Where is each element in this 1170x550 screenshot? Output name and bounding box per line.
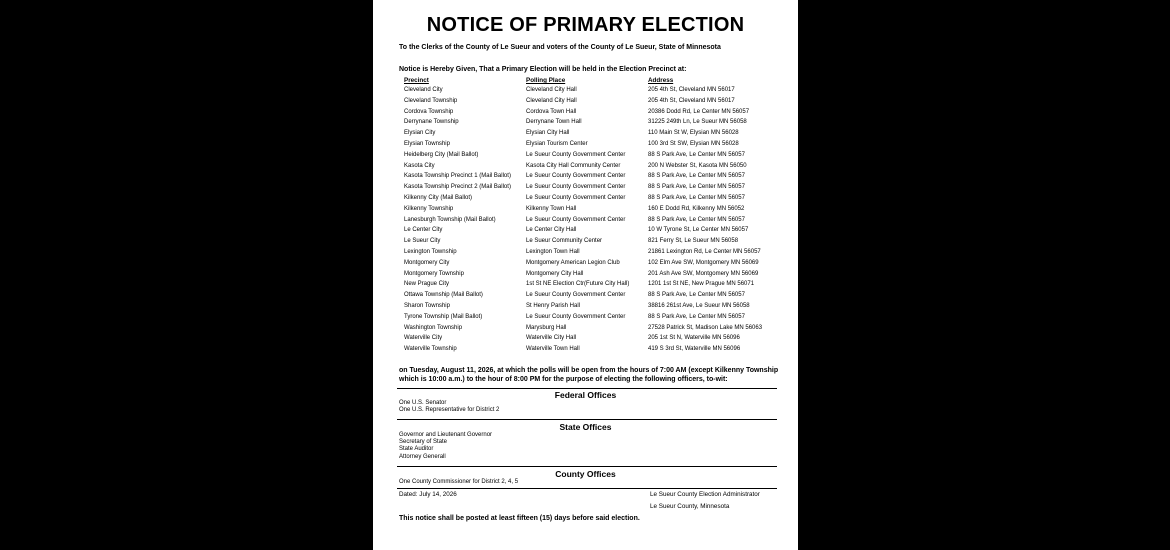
polling-place-cell: Marysburg Hall: [526, 324, 567, 331]
polling-place-cell: Waterville City Hall: [526, 335, 577, 342]
address-cell: 10 W Tyrone St, Le Center MN 56057: [648, 227, 749, 234]
address-cell: 205 4th St, Cleveland MN 56017: [648, 97, 735, 104]
address-cell: 31225 249th Ln, Le Sueur MN 56058: [648, 119, 747, 126]
federal-offices-list: [399, 400, 499, 414]
polling-place-cell: Le Sueur County Government Center: [526, 313, 626, 320]
address-header: Address: [648, 77, 674, 84]
table-row: [404, 98, 784, 109]
polling-place-cell: Le Sueur County Government Center: [526, 184, 626, 191]
office-item: One U.S. Representative for District 2: [399, 407, 500, 414]
posting-notice: This notice shall be posted at least fifteen (15) days before said election.: [399, 515, 640, 522]
address-cell: 88 S Park Ave, Le Center MN 56057: [648, 313, 745, 320]
polling-place-cell: Le Sueur County Government Center: [526, 194, 626, 201]
table-row: [404, 184, 784, 195]
address-cell: 21861 Lexington Rd, Le Center MN 56057: [648, 248, 761, 255]
address-cell: 201 Ash Ave SW, Montgomery MN 56069: [648, 270, 759, 277]
table-row: [404, 227, 784, 238]
table-row: [404, 271, 784, 282]
polls-text: on Tuesday, August 11, 2026, at which the polls will be open from the hours of 7:00 AM (except Kilkenny Township which is 10:00 a.m.) to the hour of 8:00 PM for the purpose of electing the following officers, to-wit:: [399, 367, 779, 383]
office-item: State Auditor: [399, 446, 434, 453]
divider: [397, 488, 777, 489]
table-row: [404, 346, 784, 357]
address-cell: 100 3rd St SW, Elysian MN 56028: [648, 140, 739, 147]
table-row: [404, 130, 784, 141]
federal-offices-heading: Federal Offices: [554, 390, 617, 400]
polling-place-cell: Lexington Town Hall: [526, 248, 580, 255]
office-item: One U.S. Senator: [399, 400, 447, 406]
polling-place-cell: Waterville Town Hall: [526, 346, 580, 353]
address-cell: 419 S 3rd St, Waterville MN 56096: [648, 346, 741, 353]
precinct-cell: Heidelberg City (Mail Ballot): [404, 151, 479, 158]
county-offices-list: [399, 479, 518, 486]
address-cell: 821 Ferry St, Le Sueur MN 56058: [648, 238, 739, 245]
office-item: One County Commissioner for District 2, 4, 5: [399, 479, 519, 485]
address-cell: 110 Main St W, Elysian MN 56028: [648, 130, 739, 137]
polling-place-cell: Le Sueur County Government Center: [526, 173, 626, 180]
address-cell: 205 1st St N, Waterville MN 56096: [648, 335, 740, 342]
dated-text: Dated: July 14, 2026: [399, 491, 457, 498]
precinct-cell: Waterville City: [404, 335, 443, 342]
address-cell: 88 S Park Ave, Le Center MN 56057: [648, 173, 745, 180]
notice-text: Notice is Hereby Given, That a Primary Election will be held in the Election Precinct at:: [399, 66, 687, 73]
polling-place-cell: Le Sueur County Government Center: [526, 292, 626, 299]
address-cell: 1201 1st St NE, New Prague MN 56071: [648, 281, 755, 288]
table-row: [404, 335, 784, 346]
precinct-cell: Cleveland Township: [404, 97, 458, 104]
address-cell: 102 Elm Ave SW, Montgomery MN 56069: [648, 259, 759, 266]
address-cell: 88 S Park Ave, Le Center MN 56057: [648, 184, 745, 191]
precinct-cell: Sharon Township: [404, 302, 450, 309]
address-cell: 88 S Park Ave, Le Center MN 56057: [648, 151, 745, 158]
precinct-cell: Lexington Township: [404, 248, 457, 255]
polling-place-cell: Le Sueur Community Center: [526, 238, 603, 245]
precinct-cell: Le Sueur City: [404, 238, 441, 245]
table-row: [404, 152, 784, 163]
notice-document: [373, 0, 798, 550]
precinct-cell: Washington Township: [404, 324, 463, 331]
address-cell: 27528 Patrick St, Madison Lake MN 56063: [648, 324, 763, 331]
address-cell: 88 S Park Ave, Le Center MN 56057: [648, 194, 745, 201]
table-row: [404, 303, 784, 314]
address-cell: 88 S Park Ave, Le Center MN 56057: [648, 292, 745, 299]
precinct-header: Precinct: [404, 77, 429, 84]
table-row: [404, 314, 784, 325]
table-row: [404, 195, 784, 206]
precinct-cell: Montgomery City: [404, 259, 450, 266]
table-row: [404, 325, 784, 336]
table-row: [404, 206, 784, 217]
polling-place-cell: Le Sueur County Government Center: [526, 151, 626, 158]
table-row: [404, 260, 784, 271]
signature-title: Le Sueur County Election Administrator: [650, 491, 760, 498]
precinct-cell: Kasota Township Precinct 1 (Mail Ballot): [404, 173, 511, 180]
polling-place-cell: Kasota City Hall Community Center: [526, 162, 621, 169]
precinct-cell: Ottawa Township (Mail Ballot): [404, 292, 483, 299]
precinct-cell: Lanesburgh Township (Mail Ballot): [404, 216, 496, 223]
table-row: [404, 281, 784, 292]
page-title: NOTICE OF PRIMARY ELECTION: [426, 14, 745, 36]
address-cell: 38816 261st Ave, Le Sueur MN 56058: [648, 302, 750, 309]
county-offices-heading: County Offices: [555, 469, 616, 479]
precinct-table: [404, 87, 784, 357]
divider: [397, 388, 777, 389]
table-row: [404, 163, 784, 174]
divider: [397, 466, 777, 467]
table-row: [404, 141, 784, 152]
polling-place-cell: Le Sueur County Government Center: [526, 216, 626, 223]
address-cell: 88 S Park Ave, Le Center MN 56057: [648, 216, 745, 223]
address-cell: 160 E Dodd Rd, Kilkenny MN 56052: [648, 205, 745, 212]
table-row: [404, 119, 784, 130]
polling-place-cell: Montgomery American Legion Club: [526, 259, 620, 266]
polling-place-cell: Derrynane Town Hall: [526, 119, 582, 126]
table-row: [404, 87, 784, 98]
polling-place-cell: St Henry Parish Hall: [526, 302, 581, 309]
table-row: [404, 173, 784, 184]
precinct-cell: Elysian Township: [404, 140, 450, 147]
divider: [397, 419, 777, 420]
address-cell: 205 4th St, Cleveland MN 56017: [648, 87, 735, 93]
precinct-cell: Tyrone Township (Mail Ballot): [404, 313, 483, 320]
precinct-cell: New Prague City: [404, 281, 450, 288]
precinct-cell: Cordova Township: [404, 108, 454, 115]
table-row: [404, 292, 784, 303]
polling-place-cell: Elysian City Hall: [526, 130, 570, 137]
precinct-cell: Cleveland City: [404, 87, 443, 93]
precinct-cell: Elysian City: [404, 130, 436, 137]
polling-place-cell: Montgomery City Hall: [526, 270, 584, 277]
state-offices-list: [399, 432, 492, 461]
state-offices-heading: State Offices: [559, 422, 612, 432]
precinct-cell: Waterville Township: [404, 346, 457, 353]
signature-place: Le Sueur County, Minnesota: [650, 503, 730, 510]
polling-place-header: Polling Place: [526, 77, 566, 84]
precinct-cell: Kilkenny City (Mail Ballot): [404, 194, 473, 201]
precinct-cell: Derrynane Township: [404, 119, 459, 126]
table-row: [404, 249, 784, 260]
precinct-cell: Montgomery Township: [404, 270, 464, 277]
polling-place-cell: Elysian Tourism Center: [526, 140, 588, 147]
table-row: [404, 238, 784, 249]
office-item: Secretary of State: [399, 439, 448, 446]
polling-place-cell: 1st St NE Election Ctr(Future City Hall): [526, 281, 630, 288]
table-row: [404, 109, 784, 120]
polling-place-cell: Cleveland City Hall: [526, 87, 577, 93]
office-item: Attorney Generall: [399, 453, 446, 460]
polling-place-cell: Cordova Town Hall: [526, 108, 577, 115]
table-row: [404, 217, 784, 228]
precinct-cell: Kasota City: [404, 162, 435, 169]
precinct-cell: Kilkenny Township: [404, 205, 454, 212]
polling-place-cell: Le Center City Hall: [526, 227, 577, 234]
precinct-cell: Kasota Township Precinct 2 (Mail Ballot): [404, 184, 511, 191]
address-cell: 20386 Dodd Rd, Le Center MN 56057: [648, 108, 750, 115]
precinct-cell: Le Center City: [404, 227, 443, 234]
office-item: Governor and Lieutenant Governor: [399, 432, 493, 438]
polling-place-cell: Kilkenny Town Hall: [526, 205, 577, 212]
polling-place-cell: Cleveland City Hall: [526, 97, 577, 104]
address-cell: 200 N Webster St, Kasota MN 56050: [648, 162, 747, 169]
intro-text: To the Clerks of the County of Le Sueur and voters of the County of Le Sueur, State of Minnesota: [399, 44, 721, 51]
